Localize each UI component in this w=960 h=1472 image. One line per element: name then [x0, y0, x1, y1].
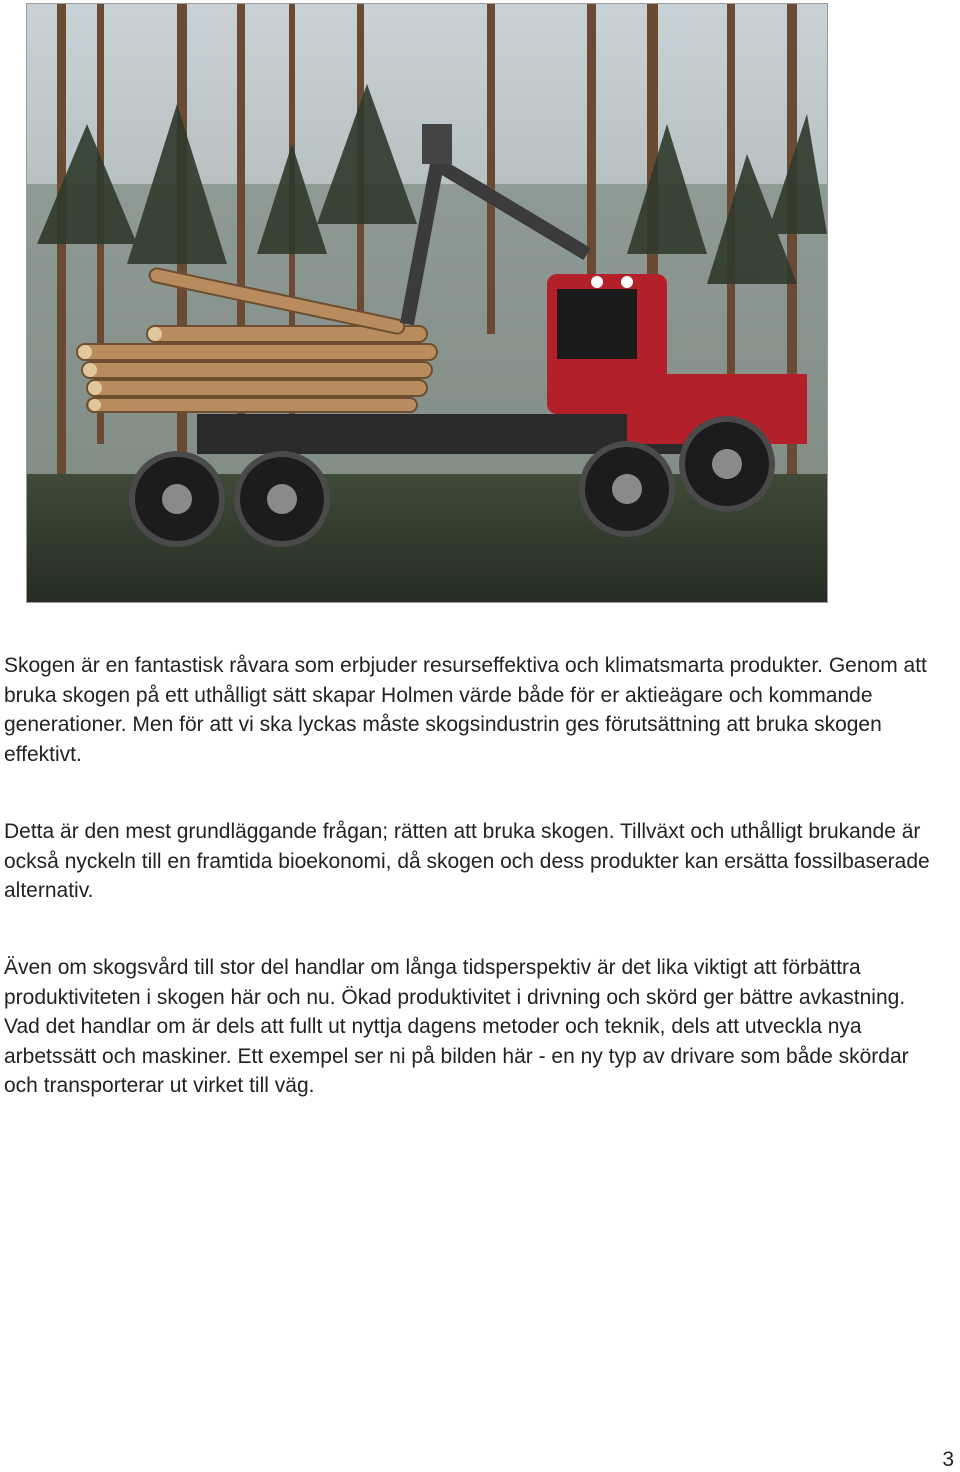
paragraph-productivity: Även om skogsvård till stor del handlar om långa tidsperspektiv är det lika viktigt att förbättra produktiviteten i skogen här och nu. Ökad produktivitet i drivning och skörd ger bättre avkastning. Vad det handlar om är dels att fullt ut nyttja dagens metoder och teknik, dels att utveckla nya arbetssätt och maskiner. Ett exempel ser ni på bilden här - en ny typ av drivare som både skördar och transporterar ut virket till väg.: [4, 956, 909, 1098]
paragraph-intro: Skogen är en fantastisk råvara som erbjuder resurseffektiva och klimatsmarta produkter. Genom att bruka skogen på ett uthålligt sätt skapar Holmen värde både för er aktieägare och kommande generationer. Men för att vi ska lyckas måste skogsindustrin ges förutsättning att bruka skogen effektivt.: [4, 654, 927, 766]
paragraph-right-to-use: Detta är den mest grundläggande frågan; rätten att bruka skogen. Tillväxt och uthålligt brukande är också nyckeln till en framtida bioekonomi, då skogen och dess produkter kan ersätta fossilbaserade alternativ.: [4, 820, 930, 903]
page-number: 3: [942, 1448, 954, 1471]
forestry-photo: [26, 3, 828, 603]
forestry-machine-icon: [27, 4, 827, 602]
